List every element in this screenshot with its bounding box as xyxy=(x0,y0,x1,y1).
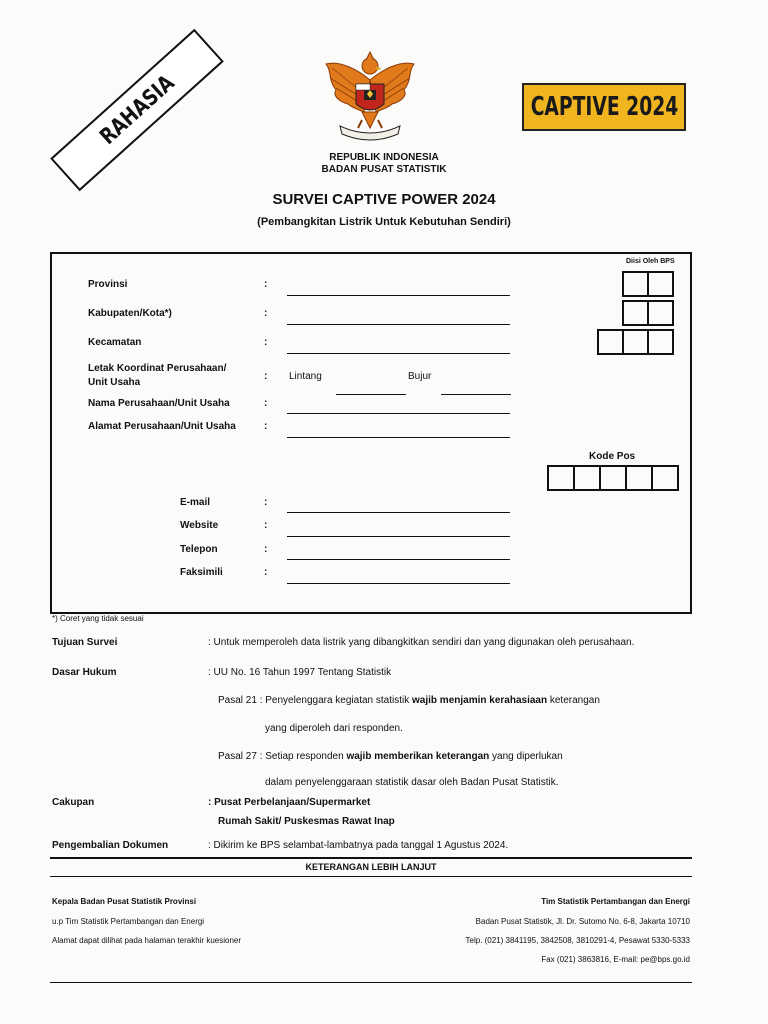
cakupan-item-2: Rumah Sakit/ Puskesmas Rawat Inap xyxy=(218,816,395,827)
cakupan-item-1: : Pusat Perbelanjaan/Supermarket xyxy=(208,797,371,808)
kabupaten-label: Kabupaten/Kota*) xyxy=(88,308,172,319)
colon: : xyxy=(264,544,268,555)
code-box[interactable] xyxy=(647,300,674,326)
divider-top xyxy=(50,857,692,859)
colon: : xyxy=(264,279,268,290)
pasal21-prefix: Pasal 21 : Penyelenggara kegiatan statistik xyxy=(218,695,413,706)
website-input-line[interactable] xyxy=(287,536,510,537)
faksimili-label: Faksimili xyxy=(180,567,223,578)
email-input-line[interactable] xyxy=(287,512,510,513)
bps-note: Diisi Oleh BPS xyxy=(626,258,675,265)
code-box[interactable] xyxy=(597,329,624,355)
colon: : xyxy=(264,337,268,348)
captive-label: CAPTIVE 2024 xyxy=(530,92,678,122)
footer-right-4: Fax (021) 3863816, E-mail: pe@bps.go.id xyxy=(541,955,690,964)
kecamatan-input-line[interactable] xyxy=(287,353,510,354)
code-box[interactable] xyxy=(622,300,649,326)
kode-pos-boxes[interactable] xyxy=(547,465,679,491)
provinsi-label: Provinsi xyxy=(88,279,128,290)
kabupaten-input-line[interactable] xyxy=(287,324,510,325)
pasal21-suffix: keterangan xyxy=(547,695,600,706)
website-label: Website xyxy=(180,520,219,531)
bujur-label: Bujur xyxy=(408,371,432,382)
nama-label: Nama Perusahaan/Unit Usaha xyxy=(88,398,230,409)
pasal27-line1 xyxy=(218,751,563,762)
lintang-label: Lintang xyxy=(289,371,322,382)
colon: : xyxy=(264,567,268,578)
lintang-input-line[interactable] xyxy=(336,394,406,395)
kabupaten-code-boxes[interactable] xyxy=(622,300,674,326)
pasal21-bold: wajib menjamin kerahasiaan xyxy=(412,695,548,706)
alamat-input-line[interactable] xyxy=(287,437,510,438)
pasal27-line2: dalam penyelenggaraan statistik dasar oleh Badan Pusat Statistik. xyxy=(265,777,559,788)
code-box[interactable] xyxy=(647,271,674,297)
footnote: *) Coret yang tidak sesuai xyxy=(52,614,144,623)
agency-name: BADAN PUSAT STATISTIK xyxy=(321,164,447,175)
code-box[interactable] xyxy=(622,271,649,297)
colon: : xyxy=(264,308,268,319)
more-info-heading-text: KETERANGAN LEBIH LANJUT xyxy=(305,862,437,872)
tujuan-label: Tujuan Survei xyxy=(52,637,118,648)
provinsi-input-line[interactable] xyxy=(287,295,510,296)
footer-left-1: Kepala Badan Pusat Statistik Provinsi xyxy=(52,897,197,906)
footer-right-2: Badan Pusat Statistik, Jl. Dr. Sutomo No. 6-8, Jakarta 10710 xyxy=(475,917,690,926)
cakupan-label: Cakupan xyxy=(52,797,95,808)
pasal21-line1 xyxy=(218,695,600,706)
alamat-label: Alamat Perusahaan/Unit Usaha xyxy=(88,421,236,432)
telepon-label: Telepon xyxy=(180,544,218,555)
telepon-input-line[interactable] xyxy=(287,559,510,560)
pasal27-bold: wajib memberikan keterangan xyxy=(346,751,490,762)
provinsi-code-boxes[interactable] xyxy=(622,271,674,297)
survey-subtitle: (Pembangkitan Listrik Untuk Kebutuhan Sendiri) xyxy=(257,216,511,228)
footer-right-1: Tim Statistik Pertambangan dan Energi xyxy=(541,897,690,906)
dasar-text: : UU No. 16 Tahun 1997 Tentang Statistik xyxy=(208,667,392,678)
kecamatan-label: Kecamatan xyxy=(88,337,142,348)
pasal21-line2: yang diperoleh dari responden. xyxy=(265,723,403,734)
tujuan-text: : Untuk memperoleh data listrik yang dibangkitkan sendiri dan yang digunakan oleh perusahaan. xyxy=(208,637,635,648)
pengembalian-text: : Dikirim ke BPS selambat-lambatnya pada tanggal 1 Agustus 2024. xyxy=(208,840,509,851)
code-box[interactable] xyxy=(622,329,649,355)
garuda-emblem-icon xyxy=(318,50,422,146)
pasal27-prefix: Pasal 27 : Setiap responden xyxy=(218,751,347,762)
colon: : xyxy=(264,398,268,409)
code-box[interactable] xyxy=(573,465,601,491)
pasal27-suffix: yang diperlukan xyxy=(489,751,563,762)
code-box[interactable] xyxy=(547,465,575,491)
dasar-label: Dasar Hukum xyxy=(52,667,117,678)
footer-divider xyxy=(50,982,692,983)
survey-title: SURVEI CAPTIVE POWER 2024 xyxy=(272,191,496,208)
footer-right-3: Telp. (021) 3841195, 3842508, 3810291-4, Pesawat 5330-5333 xyxy=(465,936,690,945)
rahasia-label: RAHASIA xyxy=(94,70,180,150)
footer-left-2: u.p Tim Statistik Pertambangan dan Energi xyxy=(52,917,205,926)
code-box[interactable] xyxy=(599,465,627,491)
faksimili-input-line[interactable] xyxy=(287,583,510,584)
colon: : xyxy=(264,520,268,531)
colon: : xyxy=(264,421,268,432)
bujur-input-line[interactable] xyxy=(441,394,511,395)
country-name: REPUBLIK INDONESIA xyxy=(329,152,439,163)
more-info-heading xyxy=(0,862,742,872)
colon: : xyxy=(264,497,268,508)
kode-pos-label: Kode Pos xyxy=(589,451,636,462)
footer-left-3: Alamat dapat dilihat pada halaman terakhir kuesioner xyxy=(52,936,242,945)
email-label: E-mail xyxy=(180,497,211,508)
divider-bottom xyxy=(50,876,692,877)
koordinat-label-2: Unit Usaha xyxy=(88,377,141,388)
code-box[interactable] xyxy=(625,465,653,491)
kecamatan-code-boxes[interactable] xyxy=(597,329,674,355)
colon: : xyxy=(264,371,268,382)
code-box[interactable] xyxy=(647,329,674,355)
nama-input-line[interactable] xyxy=(287,413,510,414)
koordinat-label-1: Letak Koordinat Perusahaan/ xyxy=(88,363,227,374)
code-box[interactable] xyxy=(651,465,679,491)
captive-badge xyxy=(522,83,686,131)
pengembalian-label: Pengembalian Dokumen xyxy=(52,840,169,851)
